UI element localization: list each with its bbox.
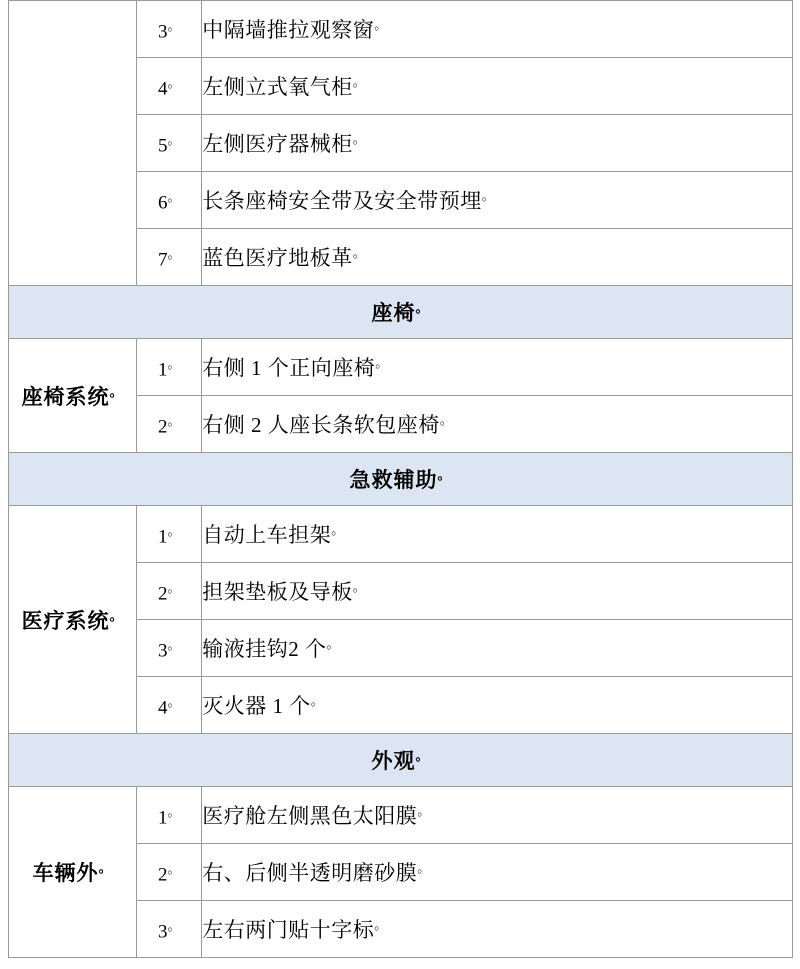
punctuation-mark: 。 <box>167 412 181 428</box>
punctuation-mark: 。 <box>167 803 181 819</box>
punctuation-mark: 。 <box>167 522 181 538</box>
punctuation-mark: 。 <box>352 245 367 260</box>
row-description: 中隔墙推拉观察窗。 <box>202 1 793 58</box>
row-description: 长条座椅安全带及安全带预埋。 <box>202 172 793 229</box>
punctuation-mark: 。 <box>167 188 181 204</box>
punctuation-mark: 。 <box>374 17 388 32</box>
row-number: 1。 <box>137 787 202 844</box>
row-number: 2。 <box>137 563 202 620</box>
punctuation-mark: 。 <box>167 74 181 90</box>
row-description: 左右两门贴十字标。 <box>202 901 793 958</box>
punctuation-mark: 。 <box>167 17 181 33</box>
punctuation-mark: 。 <box>326 636 340 651</box>
punctuation-mark: 。 <box>167 245 181 261</box>
punctuation-mark: 。 <box>415 748 430 763</box>
punctuation-mark: 。 <box>374 917 388 932</box>
punctuation-mark: 。 <box>167 131 181 147</box>
punctuation-mark: 。 <box>167 579 181 595</box>
punctuation-mark: 。 <box>167 860 181 876</box>
category-cell: 车辆外。 <box>9 787 137 958</box>
row-description: 灭火器 1 个。 <box>202 677 793 734</box>
section-title: 急救辅助。 <box>9 453 793 506</box>
punctuation-mark: 。 <box>375 355 389 370</box>
row-number: 4。 <box>137 677 202 734</box>
section-title: 外观。 <box>9 734 793 787</box>
category-cell: 医疗系统。 <box>9 506 137 734</box>
section-title: 座椅。 <box>9 286 793 339</box>
row-description: 右侧 2 人座长条软包座椅。 <box>202 396 793 453</box>
row-number: 1。 <box>137 506 202 563</box>
row-description: 左侧立式氧气柜。 <box>202 58 793 115</box>
punctuation-mark: 。 <box>167 693 181 709</box>
row-description: 输液挂钩2 个。 <box>202 620 793 677</box>
specification-table <box>8 0 793 958</box>
row-description: 医疗舱左侧黑色太阳膜。 <box>202 787 793 844</box>
punctuation-mark: 。 <box>167 917 181 933</box>
punctuation-mark: 。 <box>98 860 113 875</box>
punctuation-mark: 。 <box>167 355 181 371</box>
punctuation-mark: 。 <box>331 522 345 537</box>
row-description: 右、后侧半透明磨砂膜。 <box>202 844 793 901</box>
table-row <box>9 339 793 396</box>
row-number: 4。 <box>137 58 202 115</box>
row-description: 担架垫板及导板。 <box>202 563 793 620</box>
category-cell: 座椅系统。 <box>9 339 137 453</box>
row-number: 5。 <box>137 115 202 172</box>
punctuation-mark: 。 <box>109 607 124 623</box>
row-number: 1。 <box>137 339 202 396</box>
punctuation-mark: 。 <box>167 636 181 652</box>
punctuation-mark: 。 <box>415 300 430 315</box>
row-number: 3。 <box>137 1 202 58</box>
row-description: 自动上车担架。 <box>202 506 793 563</box>
row-description: 右侧 1 个正向座椅。 <box>202 339 793 396</box>
row-number: 2。 <box>137 396 202 453</box>
punctuation-mark: 。 <box>352 579 367 594</box>
table-body <box>9 1 793 958</box>
row-number: 3。 <box>137 901 202 958</box>
punctuation-mark: 。 <box>417 860 431 875</box>
punctuation-mark: 。 <box>352 131 367 146</box>
punctuation-mark: 。 <box>481 188 496 203</box>
punctuation-mark: 。 <box>310 693 325 708</box>
row-description: 左侧医疗器械柜。 <box>202 115 793 172</box>
category-cell-continued <box>9 1 137 286</box>
row-number: 7。 <box>137 229 202 286</box>
punctuation-mark: 。 <box>437 467 452 482</box>
table-row <box>9 1 793 58</box>
section-header-row <box>9 286 793 339</box>
punctuation-mark: 。 <box>417 803 431 818</box>
section-header-row <box>9 734 793 787</box>
row-number: 2。 <box>137 844 202 901</box>
section-header-row <box>9 453 793 506</box>
row-number: 3。 <box>137 620 202 677</box>
row-description: 蓝色医疗地板革。 <box>202 229 793 286</box>
table-row <box>9 787 793 844</box>
punctuation-mark: 。 <box>352 74 367 89</box>
punctuation-mark: 。 <box>109 383 124 399</box>
row-number: 6。 <box>137 172 202 229</box>
table-row <box>9 506 793 563</box>
punctuation-mark: 。 <box>439 412 454 427</box>
